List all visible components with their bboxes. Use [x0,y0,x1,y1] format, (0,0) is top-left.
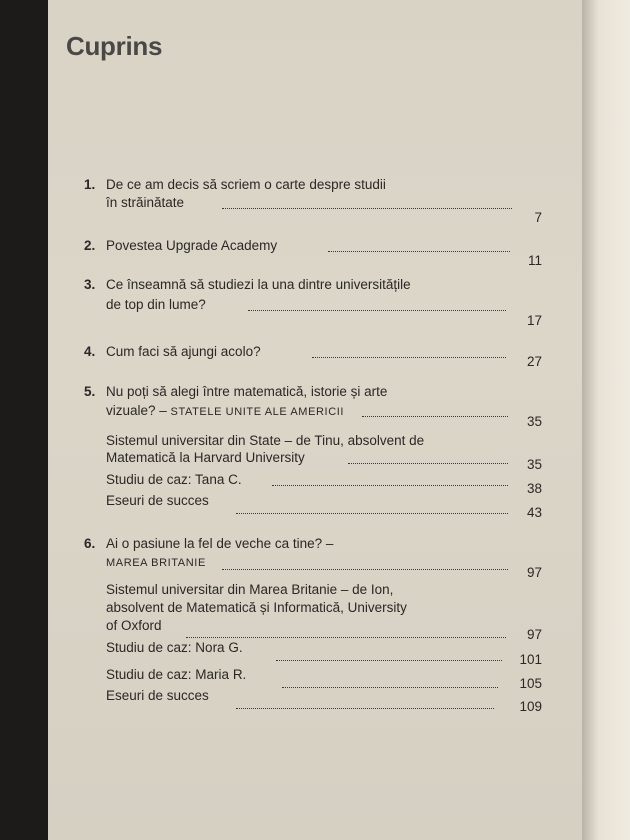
leader-dots [272,485,508,486]
leader-dots [276,660,502,661]
subentry-title-line1: Studiu de caz: Maria R. [106,667,247,682]
leader-dots [236,513,508,514]
subentry-title-line1: Eseuri de succes [106,688,209,703]
entry-title-line2: MAREA BRITANIE [106,557,206,569]
leader-dots [186,637,506,638]
entry-number: 4. [84,344,96,359]
subentry-page: 43 [526,505,542,520]
leader-dots [362,416,508,417]
entry-number: 3. [84,277,96,292]
subentry-title-line2: Matematică la Harvard University [106,450,305,465]
subentry-title-line1: Eseuri de succes [106,493,209,508]
page-title: Cuprins [66,31,163,61]
entry-number: 6. [84,536,96,551]
subentry-page: 97 [526,627,542,642]
leader-dots [222,208,512,209]
entry-title-line2: vizuale? – STATELE UNITE ALE AMERICII [106,403,345,418]
entry-page: 11 [527,253,542,268]
leader-dots [282,687,498,688]
entry-title-line2: de top din lume? [106,297,206,312]
leader-dots [222,569,508,570]
entry-title-line1: Cum faci să ajungi acolo? [106,344,261,359]
entry-number: 2. [84,238,96,253]
subentry-title-line1: Studiu de caz: Nora G. [106,640,243,655]
entry-title-line1: Nu poți să alegi între matematică, istorie și arte [106,384,388,399]
subentry-title-line1: Sistemul universitar din Marea Britanie – de Ion, [106,582,394,597]
leader-dots [348,463,508,464]
leader-dots [312,357,506,358]
entry-number: 5. [84,384,96,399]
subentry-title-line1: Studiu de caz: Tana C. [106,472,242,487]
entry-number: 1. [84,177,96,192]
leader-dots [328,251,510,252]
subentry-title-line2: absolvent de Matematică și Informatică, University [106,600,407,615]
entry-page: 35 [526,414,542,429]
entry-page: 17 [526,313,542,328]
subentry-page: 38 [526,481,542,496]
entry-page: 7 [534,210,542,225]
leader-dots [236,708,494,709]
entry-page: 97 [526,565,542,580]
entry-title-line1: Ai o pasiune la fel de veche ca tine? – [106,536,334,551]
entry-title-line1: Ce înseamnă să studiezi la una dintre universitățile [106,277,411,292]
leader-dots [248,310,506,311]
subentry-page: 101 [519,652,542,667]
subentry-page: 109 [519,699,542,714]
entry-page: 27 [526,354,542,369]
country-caps: STATELE UNITE ALE AMERICII [170,406,345,418]
subentry-title-line1: Sistemul universitar din State – de Tinu, absolvent de [106,433,425,448]
entry-title-line2: în străinătate [106,195,185,210]
subentry-page: 105 [519,676,542,691]
subentry-title-line3: of Oxford [106,618,162,633]
entry-title-line1: De ce am decis să scriem o carte despre studii [106,177,386,192]
entry-title-line1: Povestea Upgrade Academy [106,238,278,253]
next-page-edge [582,0,630,840]
subentry-page: 35 [526,457,542,472]
